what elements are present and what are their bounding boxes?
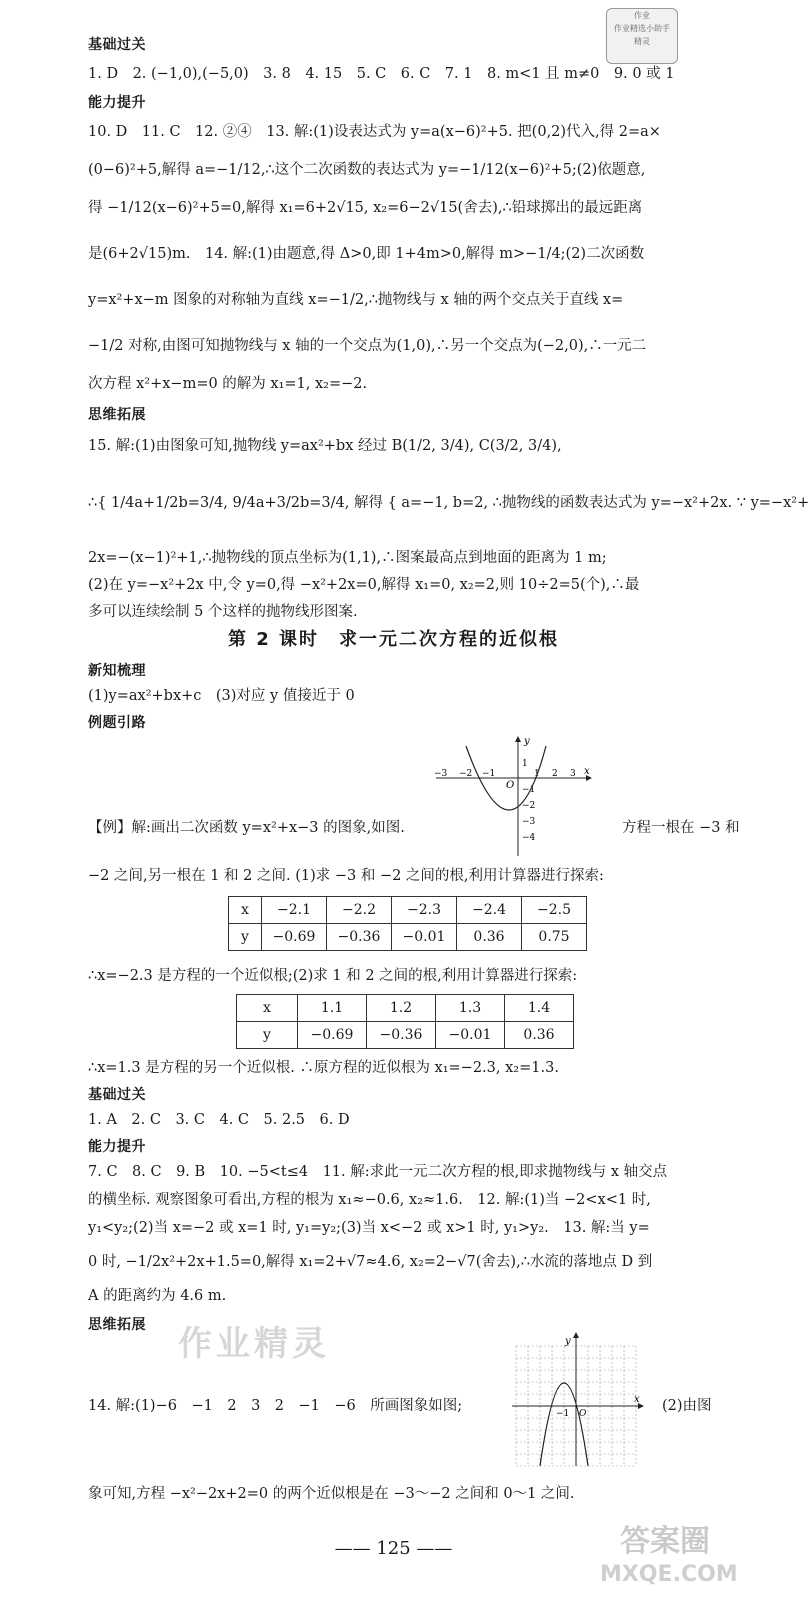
- q14-graph: [510, 1330, 646, 1468]
- nengli2-line-1: 的横坐标. 观察图象可看出,方程的根为 x₁≈−0.6, x₂≈1.6. 12. 解:(1)当 −2<x<1 时,: [88, 1192, 651, 1208]
- graph1-xtick-0: −3: [434, 769, 448, 779]
- graph1-x-label: x: [584, 766, 590, 777]
- table1-header-y: y: [229, 924, 262, 951]
- table2-row-x: [237, 995, 574, 1022]
- siwei1-line-3: (2)在 y=−x²+2x 中,令 y=0,得 −x²+2x=0,解得 x₁=0, x₂=2,则 10÷2=5(个),∴最: [88, 577, 640, 593]
- stamp-line1: 作业: [634, 11, 650, 20]
- table-1: [228, 896, 587, 951]
- nengli2-line-2: y₁<y₂;(2)当 x=−2 或 x=1 时, y₁=y₂;(3)当 x<−2 或 x>1 时, y₁>y₂. 13. 解:当 y=: [88, 1220, 650, 1236]
- stamp-logo: [606, 8, 678, 64]
- table2-y-2: −0.01: [436, 1022, 505, 1049]
- table2-y-3: 0.36: [505, 1022, 574, 1049]
- table1-y-4: 0.75: [522, 924, 587, 951]
- after-table1: ∴x=−2.3 是方程的一个近似根;(2)求 1 和 2 之间的根,利用计算器进行探索:: [88, 968, 578, 984]
- table2-y-0: −0.69: [298, 1022, 367, 1049]
- nengli1-line-4: y=x²+x−m 图象的对称轴为直线 x=−1/2,∴抛物线与 x 轴的两个交点关于直线 x=: [88, 292, 624, 308]
- graph1-ytick-4: −4: [522, 833, 536, 843]
- q14-text: 14. 解:(1)−6 −1 2 3 2 −1 −6 所画图象如图;: [88, 1398, 463, 1414]
- heading-jichu-2: 基础过关: [88, 1087, 146, 1103]
- table1-header-x: x: [229, 897, 262, 924]
- graph2-origin: O: [579, 1409, 587, 1419]
- table2-x-3: 1.4: [505, 995, 574, 1022]
- graph1-xtick-1: −2: [459, 769, 473, 779]
- example-text: 【例】解:画出二次函数 y=x²+x−3 的图象,如图.: [88, 820, 405, 836]
- graph2-y-arrow: [573, 1332, 579, 1338]
- nengli1-line-5: −1/2 对称,由图可知抛物线与 x 轴的一个交点为(1,0),∴另一个交点为(−2,0),∴一元二: [88, 338, 647, 354]
- graph1-origin: O: [506, 780, 515, 791]
- pagenum-dash-left: ——: [334, 1538, 377, 1559]
- graph1-ytick-2: −2: [522, 801, 536, 811]
- example-tail: 方程一根在 −3 和: [622, 820, 740, 836]
- table1-y-2: −0.01: [392, 924, 457, 951]
- table1-x-0: −2.1: [262, 897, 327, 924]
- heading-jichu-1: 基础过关: [88, 37, 146, 53]
- table1-y-3: 0.36: [457, 924, 522, 951]
- q14-line2: 象可知,方程 −x²−2x+2=0 的两个近似根是在 −3～−2 之间和 0～1 之间.: [88, 1486, 575, 1502]
- nengli1-line-3: 是(6+2√15)m. 14. 解:(1)由题意,得 Δ>0,即 1+4m>0,解得 m>−1/4;(2)二次函数: [88, 246, 645, 262]
- nengli1-line-6: 次方程 x²+x−m=0 的解为 x₁=1, x₂=−2.: [88, 376, 368, 392]
- nengli2-line-0: 7. C 8. C 9. B 10. −5<t≤4 11. 解:求此一元二次方程的根,即求抛物线与 x 轴交点: [88, 1164, 668, 1180]
- table2-x-2: 1.3: [436, 995, 505, 1022]
- q14-tail: (2)由图: [662, 1398, 712, 1414]
- table2-x-1: 1.2: [367, 995, 436, 1022]
- heading-siwei-1: 思维拓展: [88, 407, 146, 423]
- graph1-y-arrow: [515, 736, 521, 742]
- nengli1-line-0: 10. D 11. C 12. ②④ 13. 解:(1)设表达式为 y=a(x−6)²+5. 把(0,2)代入,得 2=a×: [88, 124, 661, 140]
- graph2-y-label: y: [565, 1336, 571, 1347]
- graph1-xtick-3: 1: [534, 769, 540, 779]
- graph1-ytick-1: −1: [522, 785, 536, 795]
- table1-x-3: −2.4: [457, 897, 522, 924]
- graph1-xtick-2: −1: [482, 769, 496, 779]
- example-graph: [436, 736, 596, 858]
- table1-x-4: −2.5: [522, 897, 587, 924]
- heading-xinzhi: 新知梳理: [88, 663, 146, 679]
- watermark-center: 作业精灵: [178, 1324, 330, 1364]
- nengli1-line-1: (0−6)²+5,解得 a=−1/12,∴这个二次函数的表达式为 y=−1/12(x−6)²+5;(2)依题意,: [88, 162, 646, 178]
- heading-siwei-2: 思维拓展: [88, 1317, 146, 1333]
- graph1-y-label: y: [524, 736, 530, 747]
- stamp-line2: 作业精选小助手: [614, 24, 670, 33]
- lesson-title: 第 2 课时 求一元二次方程的近似根: [227, 629, 560, 650]
- nengli1-line-2: 得 −1/12(x−6)²+5=0,解得 x₁=6+2√15, x₂=6−2√15(舍去),∴铅球掷出的最远距离: [88, 200, 643, 216]
- answers-jichu-2: 1. A 2. C 3. C 4. C 5. 2.5 6. D: [88, 1112, 350, 1128]
- after-table2: ∴x=1.3 是方程的另一个近似根. ∴原方程的近似根为 x₁=−2.3, x₂=1.3.: [88, 1060, 559, 1076]
- table1-x-2: −2.3: [392, 897, 457, 924]
- graph1-xtick-4: 2: [552, 769, 558, 779]
- graph2-x-label: x: [634, 1394, 640, 1405]
- heading-nengli-2: 能力提升: [88, 1139, 146, 1155]
- heading-liti: 例题引路: [88, 715, 146, 731]
- pagenum-value: 125: [376, 1538, 411, 1559]
- siwei1-line-0: 15. 解:(1)由图象可知,抛物线 y=ax²+bx 经过 B(1/2, 3/4), C(3/2, 3/4),: [88, 438, 562, 454]
- nengli2-line-3: 0 时, −1/2x²+2x+1.5=0,解得 x₁=2+√7≈4.6, x₂=2−√7(舍去),∴水流的落地点 D 到: [88, 1254, 653, 1270]
- graph1-ytick-3: −3: [522, 817, 536, 827]
- answers-jichu-1: 1. D 2. (−1,0),(−5,0) 3. 8 4. 15 5. C 6. C 7. 1 8. m<1 且 m≠0 9. 0 或 1: [88, 66, 675, 82]
- table2-y-1: −0.36: [367, 1022, 436, 1049]
- table2-header-y: y: [237, 1022, 298, 1049]
- graph2-tick-neg1: −1: [556, 1409, 570, 1419]
- table1-y-0: −0.69: [262, 924, 327, 951]
- table-2: [236, 994, 574, 1049]
- table2-x-0: 1.1: [298, 995, 367, 1022]
- table1-row-y: [229, 924, 587, 951]
- stamp-line3: 精灵: [634, 37, 650, 46]
- graph1-ytick-0: 1: [522, 759, 528, 769]
- siwei1-line-2: 2x=−(x−1)²+1,∴抛物线的顶点坐标为(1,1),∴图案最高点到地面的距离为 1 m;: [88, 550, 607, 566]
- nengli2-line-4: A 的距离约为 4.6 m.: [88, 1288, 227, 1304]
- watermark-site: MXQE.COM: [600, 1562, 738, 1587]
- graph1-xtick-5: 3: [570, 769, 576, 779]
- table2-header-x: x: [237, 995, 298, 1022]
- table2-row-y: [237, 1022, 574, 1049]
- xinzhi-text: (1)y=ax²+bx+c (3)对应 y 值接近于 0: [88, 688, 355, 704]
- table1-x-1: −2.2: [327, 897, 392, 924]
- watermark-corner: 答案圈: [620, 1524, 710, 1559]
- heading-nengli-1: 能力提升: [88, 95, 146, 111]
- table1-row-x: [229, 897, 587, 924]
- siwei1-line-4: 多可以连续绘制 5 个这样的抛物线形图案.: [88, 604, 358, 620]
- table1-y-1: −0.36: [327, 924, 392, 951]
- pagenum-dash-right: ——: [410, 1538, 453, 1559]
- siwei1-line-1: ∴{ 1/4a+1/2b=3/4, 9/4a+3/2b=3/4, 解得 { a=−1, b=2, ∴抛物线的函数表达式为 y=−x²+2x. ∵ y=−x²+: [88, 495, 809, 511]
- example-line2: −2 之间,另一根在 1 和 2 之间. (1)求 −3 和 −2 之间的根,利用计算器进行探索:: [88, 868, 604, 884]
